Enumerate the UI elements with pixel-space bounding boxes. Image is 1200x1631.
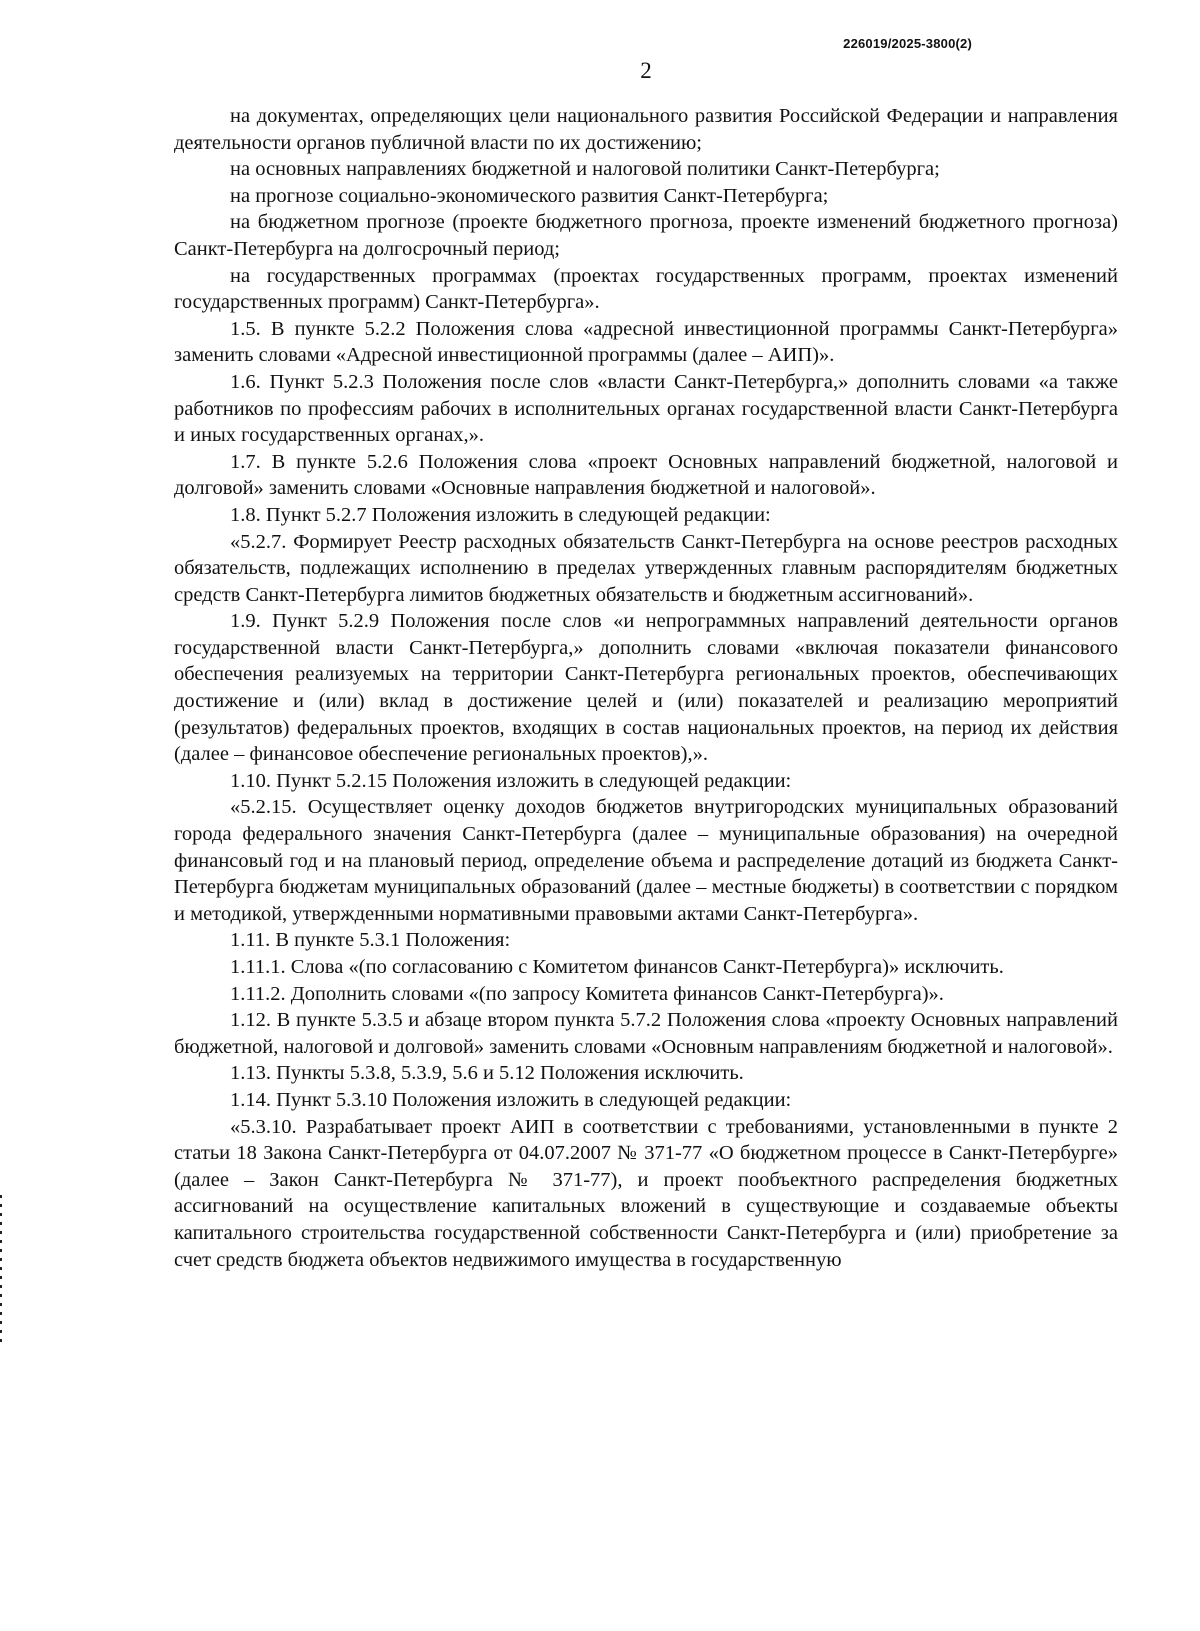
paragraph: 1.11. В пункте 5.3.1 Положения: [230,929,511,952]
paragraph: 1.10. Пункт 5.2.15 Положения изложить в следующей редакции: [230,769,792,792]
paragraph: 1.8. Пункт 5.2.7 Положения изложить в следующей редакции: [230,503,771,526]
document-body [174,103,1118,1273]
paragraph: на основных направлениях бюджетной и налоговой политики Санкт-Петербурга; [230,158,940,181]
paragraph: «5.2.15. Осуществляет оценку доходов бюджетов внутригородских муниципальных образований города федерального значения Санкт-Петербурга (далее – муниципальные образования) на очередной финансовый год и на плановый период, определение объема и распределение дотаций из бюджета Санкт-Петербурга бюджетам муниципальных образований (далее – местные бюджеты) в соответствии с порядком и методикой, утвержденными нормативными правовыми актами Санкт-Петербурга». [174,796,1118,925]
scan-edge-marks [0,1195,2,1345]
paragraph: 1.11.2. Дополнить словами «(по запросу Комитета финансов Санкт-Петербурга)». [230,982,944,1005]
page-number: 2 [640,58,652,83]
paragraph: «5.3.10. Разрабатывает проект АИП в соответствии с требованиями, установленными в пункте 2 статьи 18 Закона Санкт-Петербурга от 04.07.2007 № 371-77 «О бюджетном процессе в Санкт-Петербурге» (далее – Закон Санкт-Петербурга № 371-77), и проект пообъектного распределения бюджетных ассигнований на осуществление капитальных вложений в существующие и создаваемые объекты капитального строительства государственной собственности Санкт-Петербурга и (или) приобретение за счет средств бюджета объектов недвижимого имущества в государственную [174,1115,1118,1271]
paragraph: 1.9. Пункт 5.2.9 Положения после слов «и непрограммных направлений деятельности органов государственной власти Санкт-Петербурга,» дополнить словами «включая показатели финансового обеспечения реализуемых на территории Санкт-Петербурга региональных проектов, обеспечивающих достижение и (или) вклад в достижение целей и (или) показателей и реализацию мероприятий (результатов) федеральных проектов, входящих в состав национальных проектов, на период их действия (далее – финансовое обеспечение региональных проектов),». [174,610,1118,766]
paragraph: на государственных программах (проектах государственных программ, проектах изменений государственных программ) Санкт-Петербурга». [174,264,1118,314]
paragraph: 1.6. Пункт 5.2.3 Положения после слов «власти Санкт-Петербурга,» дополнить словами «а также работников по профессиям рабочих в исполнительных органах государственной власти Санкт-Петербурга и иных государственных органах,». [174,370,1118,447]
paragraph: 1.7. В пункте 5.2.6 Положения слова «проект Основных направлений бюджетной, налоговой и долговой» заменить словами «Основные направления бюджетной и налоговой». [174,450,1118,500]
document-number: 226019/2025-3800(2) [843,36,972,51]
paragraph: 1.14. Пункт 5.3.10 Положения изложить в следующей редакции: [230,1088,792,1111]
paragraph: 1.11.1. Слова «(по согласованию с Комитетом финансов Санкт-Петербурга)» исключить. [230,956,1004,978]
paragraph: на бюджетном прогнозе (проекте бюджетного прогноза, проекте изменений бюджетного прогноза) Санкт-Петербурга на долгосрочный период; [174,211,1118,260]
paragraph: «5.2.7. Формирует Реестр расходных обязательств Санкт-Петербурга на основе реестров расходных обязательств, подлежащих исполнению в пределах утвержденных главным распорядителям бюджетных средств Санкт-Петербурга лимитов бюджетных обязательств и бюджетным ассигнований». [174,530,1118,606]
paragraph: на документах, определяющих цели национального развития Российской Федерации и направления деятельности органов публичной власти по их достижению; [174,105,1118,154]
paragraph: 1.5. В пункте 5.2.2 Положения слова «адресной инвестиционной программы Санкт-Петербурга» заменить словами «Адресной инвестиционной программы (далее – АИП)». [174,317,1118,367]
paragraph: 1.12. В пункте 5.3.5 и абзаце втором пункта 5.7.2 Положения слова «проекту Основных направлений бюджетной, налоговой и долговой» заменить словами «Основным направлениям бюджетной и налоговой». [174,1009,1118,1058]
paragraph: на прогнозе социально-экономического развития Санкт-Петербурга; [230,184,829,207]
paragraph: 1.13. Пункты 5.3.8, 5.3.9, 5.6 и 5.12 Положения исключить. [230,1062,744,1085]
